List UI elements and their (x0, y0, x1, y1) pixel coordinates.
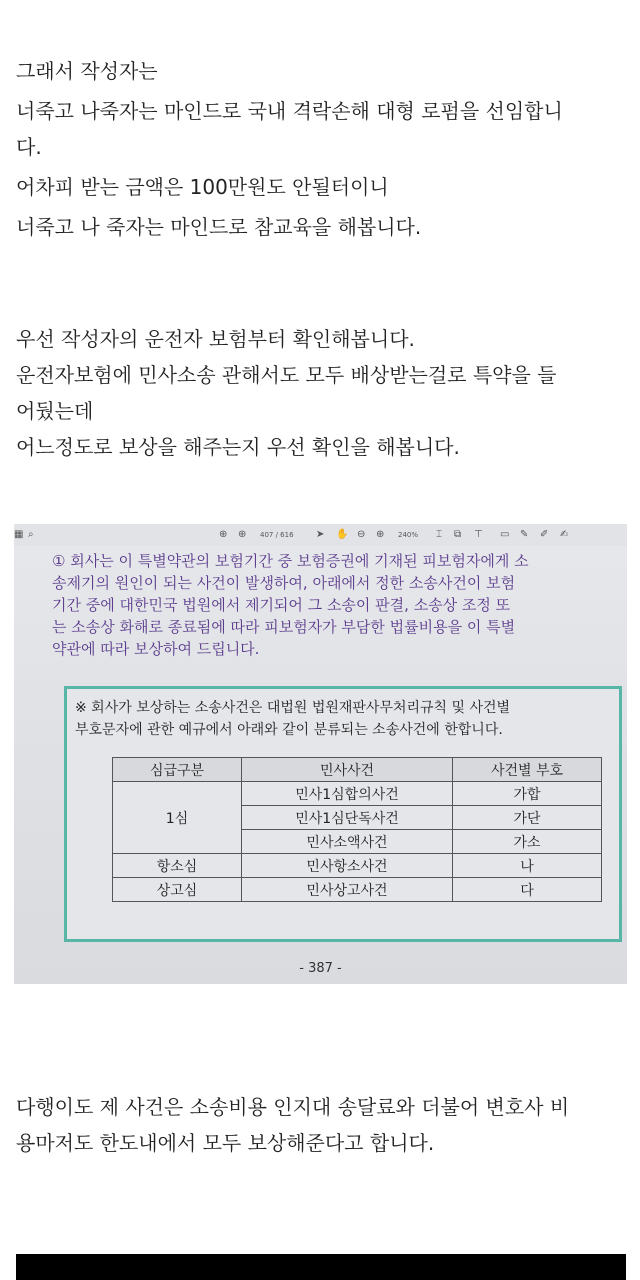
insurance-paragraph (16, 326, 626, 460)
level-cell: 항소심 (113, 854, 242, 878)
zoom-level: 240% (398, 531, 419, 539)
arrow-down-icon: ⊕ (238, 529, 247, 540)
highlighter-icon: ✐ (540, 529, 549, 540)
case-cell: 민사소액사건 (242, 830, 453, 854)
level-cell: 상고심 (113, 878, 242, 902)
header-case: 민사사건 (242, 758, 453, 782)
zoom-out-icon: ⊖ (357, 529, 366, 540)
intro-line-2b: 다. (16, 135, 42, 159)
case-cell: 민사항소사건 (242, 854, 453, 878)
signature-icon: ✍ (560, 529, 569, 540)
hand-icon: ✋ (336, 529, 349, 540)
result-line-1: 다행이도 제 사건은 소송비용 인지대 송달료와 더불어 변호사 비 (16, 1095, 570, 1119)
page-number: - 387 - (299, 961, 342, 976)
intro-line-4: 너죽고 나 죽자는 마인드로 참교육을 해봅니다. (16, 215, 422, 239)
clause-line: 송제기의 원인이 되는 사건이 발생하여, 아래에서 정한 소송사건이 보험 (52, 574, 516, 592)
code-cell: 가합 (453, 782, 602, 806)
crop-icon: ⧉ (454, 529, 462, 540)
table-header-row (113, 758, 602, 782)
result-paragraph (16, 1094, 626, 1156)
table-row (113, 782, 602, 806)
insurance-line-3: 어느정도로 보상을 해주는지 우선 확인을 해봅니다. (16, 435, 460, 459)
level-cell: 1심 (113, 782, 242, 854)
viewer-toolbar (14, 524, 627, 546)
clause-line: 약관에 따라 보상하여 드립니다. (52, 640, 260, 658)
document-photo (14, 524, 627, 984)
pen-icon: ✎ (520, 529, 529, 540)
zoom-in-icon: ⊕ (376, 529, 385, 540)
table-row (113, 854, 602, 878)
select-icon: ⌶ (436, 529, 442, 540)
insurance-line-1: 우선 작성자의 운전자 보험부터 확인해봅니다. (16, 327, 415, 351)
code-cell: 다 (453, 878, 602, 902)
grid-icon: ▦ (14, 529, 24, 540)
case-cell: 민사1심단독사건 (242, 806, 453, 830)
document-page (14, 524, 627, 984)
comment-icon: ▭ (500, 529, 510, 540)
arrow-up-icon: ⊕ (219, 529, 228, 540)
code-cell: 가단 (453, 806, 602, 830)
case-cell: 민사1심합의사건 (242, 782, 453, 806)
clause-text (52, 550, 612, 660)
clause-line: ① 회사는 이 특별약관의 보험기간 중 보험증권에 기재된 피보험자에게 소 (52, 552, 529, 570)
insurance-line-2a: 운전자보험에 민사소송 관해서도 모두 배상받는걸로 특약을 들 (16, 363, 557, 387)
clause-line: 는 소송상 화해로 종료됨에 따라 피보험자가 부담한 법률비용을 이 특별 (52, 618, 516, 636)
case-cell: 민사상고사건 (242, 878, 453, 902)
next-image-placeholder (16, 1254, 626, 1280)
note-line: 부호문자에 관한 예규에서 아래와 같이 분류되는 소송사건에 한합니다. (75, 722, 503, 738)
clause-line: 기간 중에 대한민국 법원에서 제기되어 그 소송이 판결, 소송상 조정 또 (52, 596, 511, 614)
coverage-note (75, 697, 615, 741)
header-level: 심급구분 (113, 758, 242, 782)
coverage-box (64, 686, 622, 942)
page-indicator: 407 / 616 (260, 531, 294, 539)
case-table (112, 757, 602, 902)
header-code: 사건별 부호 (453, 758, 602, 782)
search-icon: ⌕ (28, 529, 34, 540)
code-cell: 가소 (453, 830, 602, 854)
table-row (113, 878, 602, 902)
stamp-icon: ⊤ (474, 529, 483, 540)
intro-line-2a: 너죽고 나죽자는 마인드로 국내 격락손해 대형 로펌을 선임합니 (16, 99, 563, 123)
result-line-2: 용마저도 한도내에서 모두 보상해준다고 합니다. (16, 1131, 435, 1155)
code-cell: 나 (453, 854, 602, 878)
note-line: ※ 회사가 보상하는 소송사건은 대법원 법원재판사무처리규칙 및 사건별 (75, 700, 511, 716)
intro-line-1: 그래서 작성자는 (16, 59, 158, 83)
intro-paragraph (16, 58, 626, 240)
intro-line-3: 어차피 받는 금액은 100만원도 안될터이니 (16, 175, 389, 199)
cursor-icon: ➤ (316, 529, 325, 540)
insurance-line-2b: 어뒀는데 (16, 399, 94, 423)
